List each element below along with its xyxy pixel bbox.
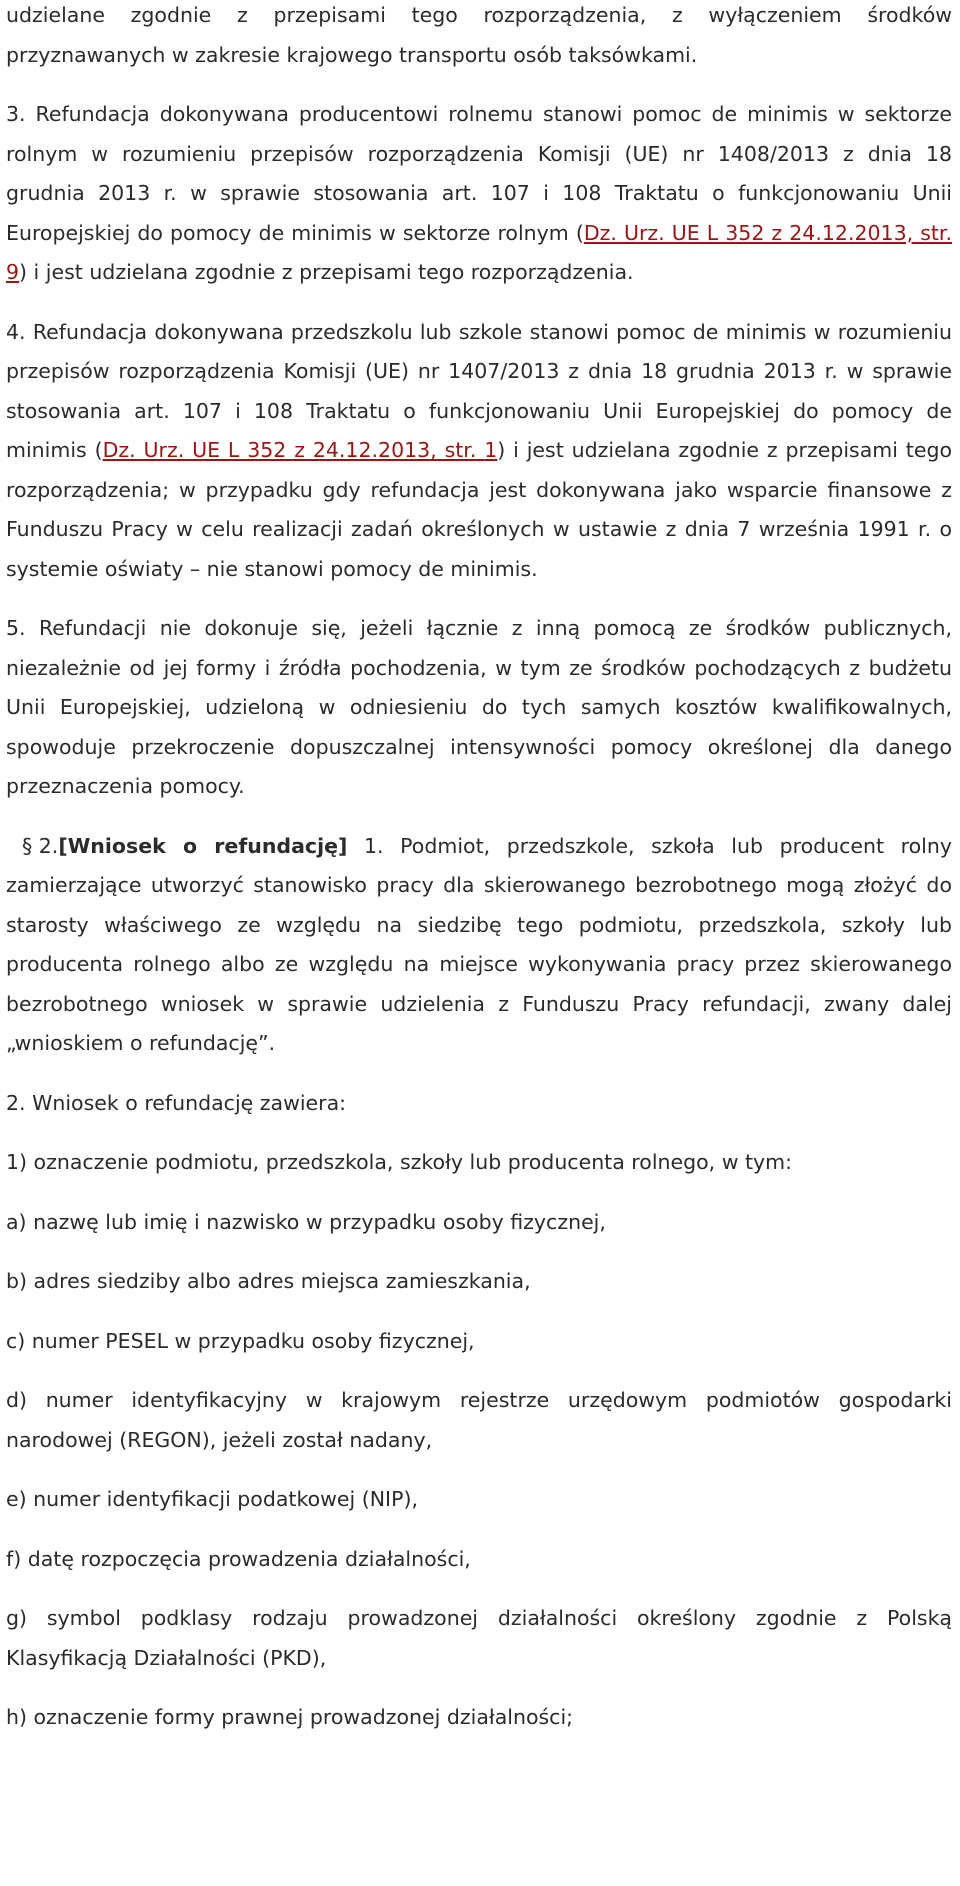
- paragraph-text: ) i jest udzielana zgodnie z przepisami tego rozporządzenia; w przypadku gdy refundacja jest dokonywana jako wsparcie finansowe z Funduszu Pracy w celu realizacji zadań określonych w ustawie z dnia 7 września 1991 r. o systemie oświaty – nie stanowi pomocy de minimis.: [6, 438, 953, 581]
- section-heading: [Wniosek o refundację]: [58, 833, 348, 858]
- paragraph-3: [6, 95, 952, 293]
- paragraph-intro: [6, 0, 952, 75]
- paragraph-5: [6, 609, 952, 807]
- section-number: § 2.: [22, 833, 59, 858]
- paragraph-text: 5. Refundacji nie dokonuje się, jeżeli łącznie z inną pomocą ze środków publicznych, niezależnie od jej formy i źródła pochodzenia, w tym ze środków pochodzących z budżetu Unii Europejskiej, udzieloną w odniesieniu do tych samych kosztów kwalifikowalnych, spowoduje przekroczenie dopuszczalnej intensywności pomocy określonej dla danego przeznaczenia pomocy.: [6, 616, 952, 798]
- paragraph-text: 1. Podmiot, przedszkole, szkoła lub producent rolny zamierzające utworzyć stanowisko pracy dla skierowanego bezrobotnego mogą złożyć do starosty właściwego ze względu na siedzibę tego podmiotu, przedszkola, szkoły lub producenta rolnego albo ze względu na miejsce wykonywania pracy przez skierowanego bezrobotnego wniosek w sprawie udzielenia z Funduszu Pracy refundacji, zwany dalej „wnioskiem o refundację”.: [6, 833, 952, 1055]
- journal-link-dz-urz[interactable]: Dz. Urz. UE L 352 z 24.12.2013, str.: [102, 438, 477, 462]
- list-item: f) datę rozpoczęcia prowadzenia działalności,: [6, 1546, 471, 1571]
- paragraph-text: udzielane zgodnie z przepisami tego rozporządzenia, z wyłączeniem środków przyznawanych w zakresie krajowego transportu osób taksówkami.: [6, 3, 952, 67]
- list-item: e) numer identyfikacji podatkowej (NIP),: [6, 1487, 418, 1511]
- paragraph-4: [6, 313, 952, 590]
- list-item: 1) oznaczenie podmiotu, przedszkola, szkoły lub producenta rolnego, w tym:: [6, 1150, 793, 1174]
- list-item: b) adres siedziby albo adres miejsca zamieszkania,: [6, 1269, 531, 1293]
- page-link[interactable]: 9: [6, 260, 20, 284]
- list-item: d) numer identyfikacyjny w krajowym rejestrze urzędowym podmiotów gospodarki narodowej (REGON), jeżeli został nadany,: [6, 1388, 952, 1452]
- paragraph-text: ) i jest udzielana zgodnie z przepisami tego rozporządzenia.: [19, 260, 634, 284]
- list-item: g) symbol podklasy rodzaju prowadzonej działalności określony zgodnie z Polską Klasyfikacją Działalności (PKD),: [6, 1606, 952, 1670]
- document-body: [6, 0, 952, 1758]
- journal-link-dz-urz[interactable]: Dz. Urz. UE L 352 z 24.12.2013, str.: [583, 220, 952, 245]
- section-2: [6, 827, 952, 1064]
- list-item: h) oznaczenie formy prawnej prowadzonej działalności;: [6, 1705, 574, 1729]
- list-item: a) nazwę lub imię i nazwisko w przypadku osoby fizycznej,: [6, 1209, 606, 1234]
- paragraph-text: 3. Refundacja dokonywana producentowi rolnemu stanowi pomoc de minimis w sektorze rolnym w rozumieniu przepisów rozporządzenia Komisji (UE) nr 1408/2013 z dnia 18 grudnia 2013 r. w sprawie stosowania art. 107 i 108 Traktatu o funkcjonowaniu Unii Europejskiej do pomocy de minimis w sektorze rolnym (: [6, 102, 952, 245]
- page-link[interactable]: 1: [484, 438, 498, 462]
- list-item: c) numer PESEL w przypadku osoby fizycznej,: [6, 1328, 475, 1353]
- paragraph-text: 4. Refundacja dokonywana przedszkolu lub szkole stanowi pomoc de minimis w rozumieniu przepisów rozporządzenia Komisji (UE) nr 1407/2013 z dnia 18 grudnia 2013 r. w sprawie stosowania art. 107 i 108 Traktatu o funkcjonowaniu Unii Europejskiej do pomocy de minimis (: [6, 319, 952, 462]
- list-item: 2. Wniosek o refundację zawiera:: [6, 1090, 347, 1115]
